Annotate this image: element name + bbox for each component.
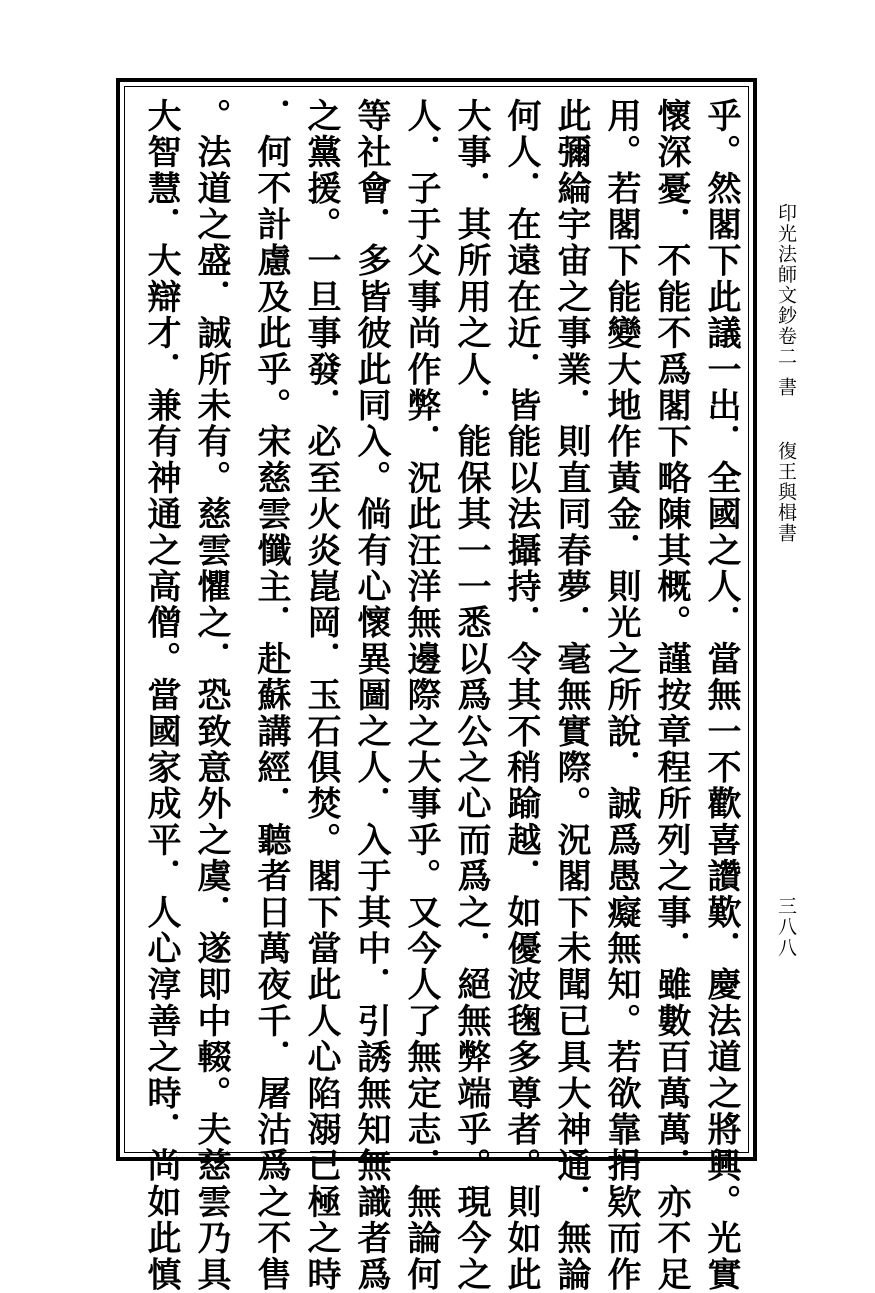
page-number: 三八八 (775, 896, 797, 959)
text-column-4: 此彌綸宇宙之事業．則直同春夢．毫無實際。況閣下未聞已具大神通．無論 (551, 98, 591, 1293)
text-column-6: 大事．其所用之人．能保其一一悉以爲公之心而爲之．絕無弊端乎。現今之 (451, 98, 491, 1293)
text-column-1: 乎。然閣下此議一出．全國之人．當無一不歡喜讚歎．慶法道之將興。光實 (701, 98, 741, 1293)
text-column-10: ．何不計慮及此乎。宋慈雲懺主．赴蘇講經．聽者日萬夜千．屠沽爲之不售 (251, 98, 291, 1293)
text-column-7: 人．子于父事尚作弊．況此汪洋無邊際之大事乎。又今人了無定志．無論何 (401, 98, 441, 1293)
text-column-3: 用。若閣下能變大地作黃金．則光之所說．誠爲愚癡無知。若欲靠捐欵而作 (601, 98, 641, 1293)
text-column-11: 。法道之盛．誠所未有。慈雲懼之．恐致意外之虞．遂即中輟。夫慈雲乃具 (191, 98, 231, 1293)
text-column-8: 等社會．多皆彼此同入。倘有心懷異圖之人．入于其中．引誘無知無識者爲 (351, 98, 391, 1293)
text-column-12: 大智慧．大辯才．兼有神通之高僧。當國家成平．人心淳善之時．尚如此慎 (141, 98, 181, 1293)
letter-title: 復王與楫書 (775, 441, 797, 544)
text-column-5: 何人．在遠在近．皆能以法攝持．令其不稍踰越．如優波毱多尊者。則如此 (501, 98, 541, 1293)
section-label: 書 (775, 377, 797, 396)
text-column-2: 懷深憂．不能不爲閣下略陳其概。謹按章程所列之事．雖數百萬萬．亦不足 (651, 98, 691, 1293)
book-title: 印光法師文鈔卷二 (775, 203, 797, 367)
text-column-9: 之黨援。一旦事發．必至火炎崑岡．玉石俱焚。閣下當此人心陷溺已極之時 (301, 98, 341, 1293)
